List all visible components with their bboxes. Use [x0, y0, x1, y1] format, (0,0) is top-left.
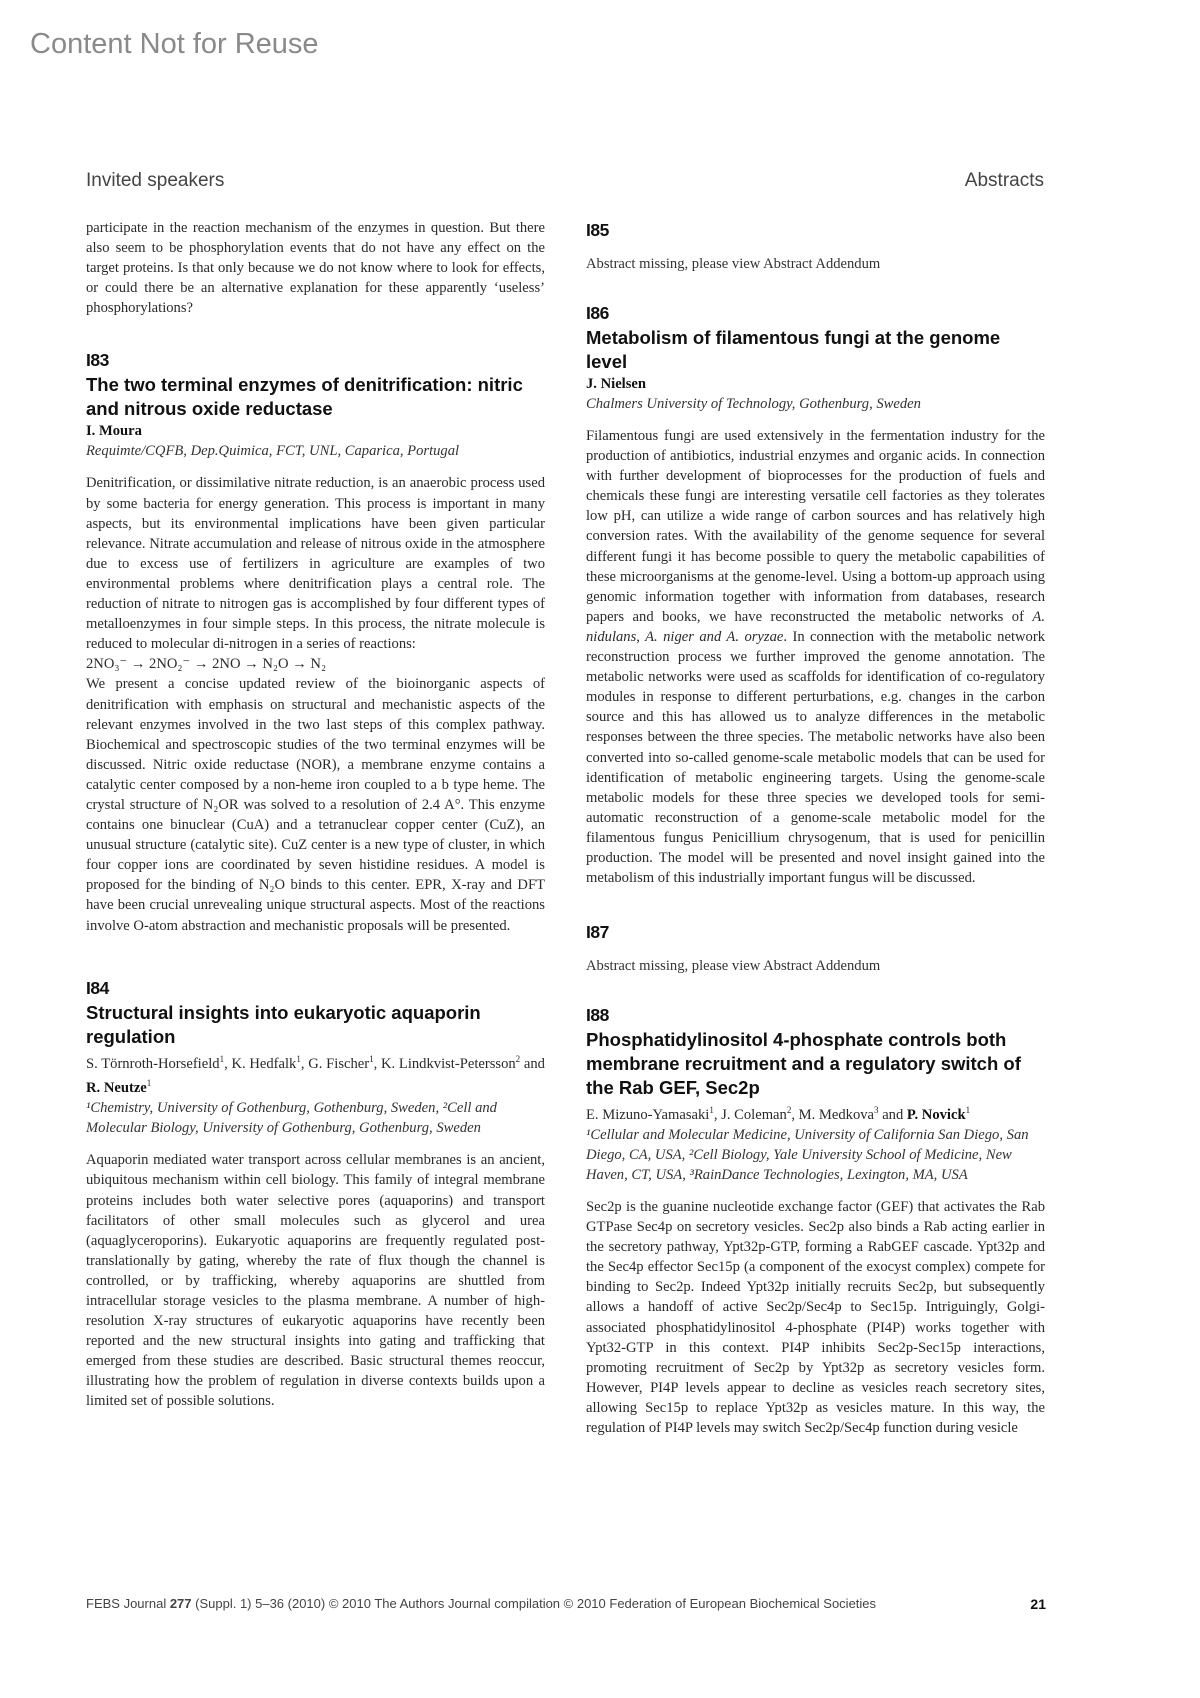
reaction-equation: 2NO₃⁻ → 2NO₂⁻ → 2NO → N₂O → N₂: [86, 656, 327, 673]
affiliation-marker: 1: [369, 1053, 374, 1064]
affiliation-marker: 1: [146, 1078, 152, 1089]
abstract-body: Denitrification, or dissimilative nitrate reduction, is an anaerobic process used by some bacteria for energy generation. This process is important in many aspects, but its environmental implications have been given particular relevance. Nitrate accumulation and release of nitrous oxide in the atmosphere due to excess use of fertilizers in agriculture are examples of two environmental problems where denitrification plays a central role. The reduction of nitrate to nitrogen gas is accomplished by four different types of metalloenzymes in four simple steps. In this process, the nitrate molecule is reduced to molecular di-nitrogen in a series of reactions:: [86, 475, 545, 653]
affiliation-marker: 2: [515, 1053, 521, 1064]
journal-name: FEBS Journal: [86, 1596, 170, 1611]
affiliation-marker: 1: [965, 1105, 971, 1116]
author-presenting: I. Moura: [86, 423, 142, 440]
conjunction: and: [520, 1055, 545, 1072]
left-column: [86, 218, 545, 1412]
abstract-I86: [586, 301, 1045, 888]
author: S. Törnroth-Horsefield: [86, 1055, 220, 1072]
abstract-body-continued: We present a concise updated review of the bioinorganic aspects of denitrification with emphasis on structural and mechanistic aspects of the relevant enzymes involved in the two last steps of this complex pathway. Biochemical and spectroscopic studies of the two terminal enzymes will be discussed. Nitric oxide reductase (NOR), a membrane enzyme contains a catalytic center composed by a non-heme iron coupled to a b type heme. The crystal structure of N₂OR was solved to a resolution of 2.4 A°. This enzyme contains one binuclear (CuA) and a tetranuclear copper center (CuZ), an unusual structure (catalytic site). CuZ center is a new type of cluster, in which four copper ions are coordinated by seven histidine residues. A model is proposed for the binding of N₂O binds to this center. EPR, X-ray and DFT have been crucial unrevealing unique structural aspects. Most of the reactions involve O-atom abstraction and mechanistic proposals will be presented.: [86, 676, 545, 934]
abstract-body: [586, 426, 1045, 888]
abstract-body: Aquaporin mediated water transport across cellular membranes is an ancient, ubiquitous mechanism within cell biology. This family of integral membrane proteins includes both water selective pores (aquaporins) and transport facilitators of other small molecules such as glycerol and urea (aquaglyceroporins). Eukaryotic aquaporins are frequently regulated post-translationally by gating, whereby the rate of flux though the channel is controlled, or by trafficking, whereby aquaporins are shuttled from intracellular storage vesicles to the plasma membrane. A number of high-resolution X-ray structures of eukaryotic aquaporins have recently been reported and the new structural insights into gating and trafficking that emerged from these studies are described. Basic structural themes reoccur, illustrating how the problem of regulation in diverse contexts builds upon a limited set of possible solutions.: [86, 1152, 545, 1410]
watermark: Content Not for Reuse: [30, 28, 319, 60]
body-text: . In connection with the metabolic network reconstruction process we further improved the genome annotation. The metabolic networks were used as scaffolds for identification of co-regulatory modules in response to different perturbations, e.g. changes in the carbon source and this has allowed us to analyze differences in the metabolic responses between the three species. The metabolic networks have also been converted into so-called genome-scale metabolic models that can be used for identification of metabolic engineering targets. Using the genome-scale metabolic models for these three species we developed tools for semi-automatic reconstruction of a genome-scale metabolic model for the filamentous fungus Penicillium chrysogenum, that is used for penicillin production. The model will be presented and novel insight gained into the metabolism of this industrially important fungus will be discussed.: [586, 628, 1045, 887]
body-text: Filamentous fungi are used extensively in the fermentation industry for the production of antibiotics, industrial enzymes and organic acids. In connection with further development of bioprocesses for the production of fuels and chemicals these fungi are interesting versatile cell factories as they tolerates low pH, can utilize a wide range of carbon sources and has relatively high conversion rates. With the availability of the genome sequence for several different fungi it has become possible to query the metabolic capabilities of these microorganisms at the genome-level. Using a bottom-up approach using genomic information together with information from databases, research papers and books, we have reconstructed the metabolic networks of: [586, 428, 1045, 625]
author: , M. Medkova: [791, 1107, 875, 1124]
abstract-id: I86: [586, 303, 609, 323]
author-presenting: P. Novick: [906, 1107, 966, 1124]
missing-notice: Abstract missing, please view Abstract Addendum: [586, 256, 881, 272]
author: E. Mizuno-Yamasaki: [586, 1107, 710, 1124]
author: , K. Lindkvist-Petersson: [373, 1055, 516, 1072]
abstract-id: I84: [86, 977, 109, 998]
author: , J. Coleman: [713, 1107, 787, 1124]
affiliation-marker: 1: [709, 1105, 714, 1116]
citation-copyright: (Suppl. 1) 5–36 (2010) © 2010 The Authors Journal compilation © 2010 Federation of European Biochemical Societies: [191, 1596, 877, 1611]
affiliation-marker: 2: [786, 1105, 792, 1116]
running-head-section: Invited speakers: [86, 170, 225, 191]
abstract-I84: [86, 976, 545, 1412]
author-presenting: R. Neutze: [86, 1080, 147, 1097]
abstract-id: I83: [86, 350, 109, 371]
author-presenting: J. Nielsen: [586, 376, 646, 392]
authors: [86, 421, 545, 441]
abstract-title: Structural insights into eukaryotic aquaporin regulation: [86, 1001, 481, 1047]
running-head-abstracts: Abstracts: [964, 170, 1044, 191]
abstract-title: Metabolism of filamentous fungi at the genome level: [586, 327, 1001, 372]
author: , K. Hedfalk: [224, 1055, 297, 1072]
affiliation: ¹Cellular and Molecular Medicine, University of California San Diego, San Diego, CA, USA, ²Cell Biology, Yale University School of Medicine, New Haven, CT, USA, ³RainDance Technologies, Lexington, MA, USA: [586, 1127, 1029, 1184]
abstract-title: The two terminal enzymes of denitrification: nitric and nitrous oxide reductase: [86, 374, 523, 420]
abstract-I88: [586, 1003, 1045, 1438]
continuation-paragraph: participate in the reaction mechanism of the enzymes in question. But there also seem to be phosphorylation events that do not have any effect on the target proteins. Is that only because we do not know where to look for effects, or could there be an alternative explanation for these apparently ‘useless’ phosphorylations?: [86, 220, 545, 317]
affiliation: Requimte/CQFB, Dep.Quimica, FCT, UNL, Caparica, Portugal: [86, 443, 460, 460]
abstract-id: I88: [586, 1005, 609, 1026]
species-names: A. nidulans, A. niger and A. oryzae: [586, 608, 1045, 645]
authors: [586, 1100, 1045, 1125]
abstract-title: Phosphatidylinositol 4-phosphate controls both membrane recruitment and a regulatory switch of the Rab GEF, Sec2p: [586, 1029, 1021, 1099]
affiliation: Chalmers University of Technology, Gothenburg, Sweden: [586, 396, 921, 412]
author: , G. Fischer: [300, 1055, 370, 1072]
abstract-body: Sec2p is the guanine nucleotide exchange factor (GEF) that activates the Rab GTPase Sec4p on secretory vesicles. Sec2p also binds a Rab acting earlier in the secretory pathway, Ypt32p-GTP, forming a RabGEF cascade. Ypt32p and the Sec4p effector Sec15p (a component of the exocyst complex) compete for binding to Sec2p. Indeed Ypt32p initially recruits Sec2p, but subsequently allows a handoff of active Sec2p/Sec4p to Sec15p. Intriguingly, Golgi-associated phosphatidylinositol 4-phosphate (PI4P) works together with Ypt32-GTP in this context. PI4P inhibits Sec2p-Sec15p interactions, promoting recruitment of Sec2p by Ypt32p as secretory vesicles form. However, PI4P levels appear to decline as vesicles reach secretory sites, allowing Sec15p to replace Ypt32p as vesicles mature. In this way, the regulation of PI4P levels may switch Sec2p/Sec4p function during vesicle: [586, 1199, 1045, 1437]
authors: [586, 374, 1045, 394]
affiliation-marker: 3: [874, 1105, 879, 1116]
page-footer: [86, 1596, 1046, 1611]
authors: [86, 1049, 545, 1099]
affiliation: ¹Chemistry, University of Gothenburg, Gothenburg, Sweden, ²Cell and Molecular Biology, University of Gothenburg, Gothenburg, Sweden: [86, 1100, 497, 1137]
abstract-id: I87: [586, 922, 609, 943]
abstract-I83: [86, 348, 545, 935]
abstract-I85: [586, 218, 1045, 273]
right-column: [586, 218, 1045, 1438]
abstract-I87: [586, 920, 1045, 975]
abstract-id: I85: [586, 220, 609, 240]
journal-volume: 277: [169, 1596, 192, 1611]
missing-notice: Abstract missing, please view Abstract Addendum: [586, 958, 881, 975]
affiliation-marker: 1: [219, 1053, 225, 1064]
affiliation-marker: 1: [296, 1053, 301, 1064]
page-number: 21: [1030, 1596, 1046, 1612]
conjunction: and: [878, 1107, 907, 1124]
